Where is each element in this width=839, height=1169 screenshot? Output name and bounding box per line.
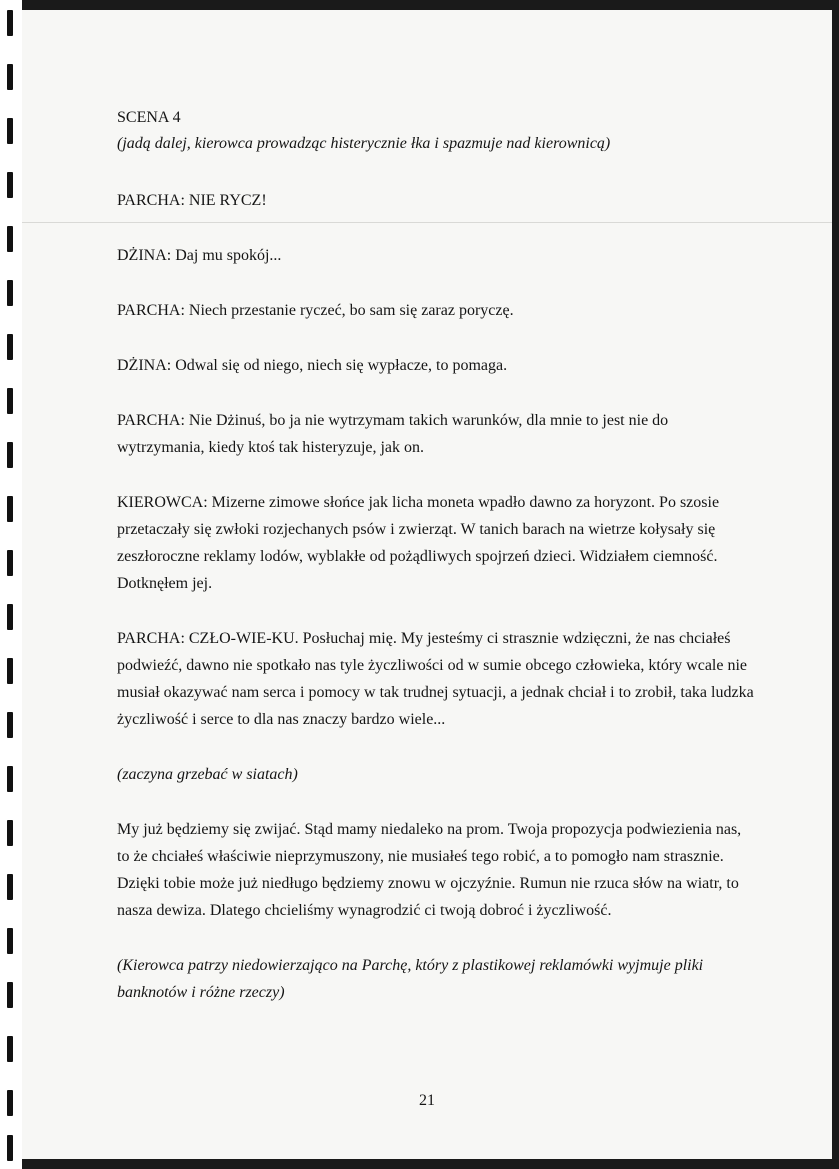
scene-heading [117, 105, 757, 157]
binding-hole [7, 1135, 13, 1161]
binding-hole [7, 820, 13, 846]
binding-hole [7, 874, 13, 900]
script-content [117, 105, 757, 1034]
binding-hole [7, 766, 13, 792]
binding-hole [7, 550, 13, 576]
dialogue-list [117, 187, 757, 1006]
scene-direction: (jadą dalej, kierowca prowadząc histerycznie łka i spazmuje nad kierownicą) [117, 135, 611, 152]
dialogue-paragraph: PARCHA: CZŁO-WIE-KU. Posłuchaj mię. My jesteśmy ci strasznie wdzięczni, że nas chciałeś podwieźć, dawno nie spotkało nas tyle życzliwości od w sumie obcego człowieka, który wcale nie musiał okazywać nam serca i pomocy w tak trudnej sytuacji, a jednak chciał i to zrobił, taka ludzka życzliwość i serce to dla nas znaczy bardzo wiele... [117, 630, 754, 728]
dialogue-paragraph: My już będziemy się zwijać. Stąd mamy niedaleko na prom. Twoja propozycja podwiezienia nas, to że chciałeś właściwie nieprzymuszony, nie musiałeś tego robić, a to pomogło nam strasznie. Dzięki tobie może już niedługo będziemy znowu w ojczyźnie. Rumun nie rzuca słów na wiatr, to nasza dewiza. Dlatego chcieliśmy wynagrodzić ci twoją dobroć i życzliwość. [117, 821, 742, 919]
binding-hole [7, 334, 13, 360]
binding-hole [7, 442, 13, 468]
binding-hole [7, 10, 13, 36]
binding-hole [7, 64, 13, 90]
dialogue-paragraph: KIEROWCA: Mizerne zimowe słońce jak licha moneta wpadło dawno za horyzont. Po szosie przetaczały się zwłoki rozjechanych psów i zwierząt. W tanich barach na wietrze kołysały się zeszłoroczne reklamy lodów, wyblakłe od pożądliwych spojrzeń dzieci. Widziałem ciemność. Dotknęłem jej. [117, 494, 720, 592]
stage-direction: (zaczyna grzebać w siatach) [117, 766, 298, 783]
dialogue-paragraph: DŻINA: Odwal się od niego, niech się wypłacze, to pomaga. [117, 357, 508, 374]
binding-hole [7, 226, 13, 252]
binding-hole [7, 496, 13, 522]
dialogue-paragraph: PARCHA: Nie Dżinuś, bo ja nie wytrzymam takich warunków, dla mnie to jest nie do wytrzymania, kiedy ktoś tak histeryzuje, jak on. [117, 412, 669, 456]
binding-hole [7, 1036, 13, 1062]
binding-hole [7, 712, 13, 738]
scene-title: SCENA 4 [117, 109, 181, 126]
binding-hole [7, 658, 13, 684]
binding-hole [7, 1090, 13, 1116]
dialogue-paragraph: PARCHA: NIE RYCZ! [117, 192, 267, 209]
binding-hole [7, 118, 13, 144]
dialogue-paragraph: PARCHA: Niech przestanie ryczeć, bo sam się zaraz poryczę. [117, 302, 514, 319]
page-number: 21 [419, 1092, 435, 1109]
binding-strip [0, 0, 22, 1169]
binding-hole [7, 280, 13, 306]
stage-direction: (Kierowca patrzy niedowierzająco na Parchę, który z plastikowej reklamówki wyjmuje pliki banknotów i różne rzeczy) [117, 957, 704, 1001]
binding-hole [7, 982, 13, 1008]
binding-hole [7, 928, 13, 954]
binding-hole [7, 604, 13, 630]
dialogue-paragraph: DŻINA: Daj mu spokój... [117, 247, 282, 264]
paper-sheet [22, 10, 832, 1159]
binding-hole [7, 172, 13, 198]
binding-hole [7, 388, 13, 414]
